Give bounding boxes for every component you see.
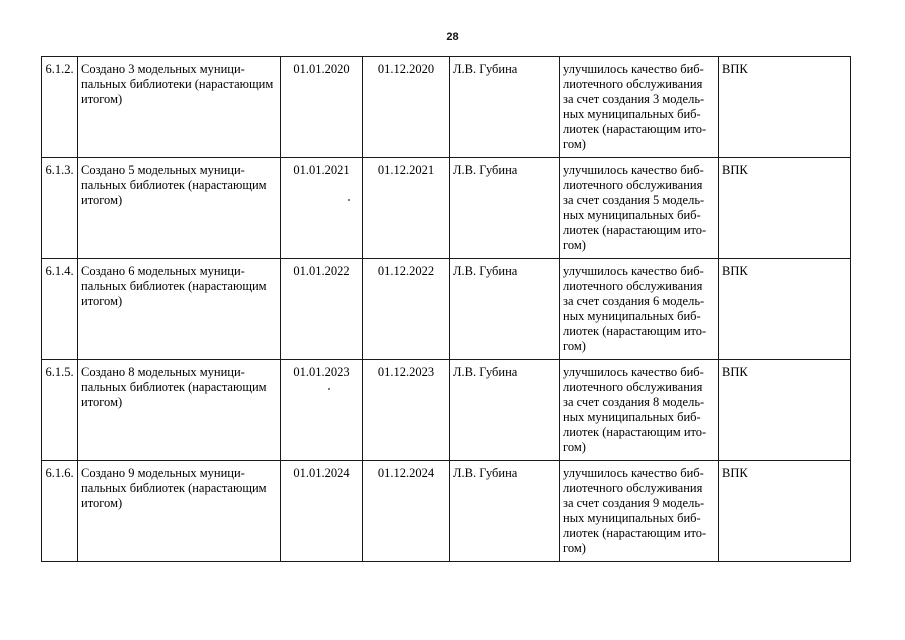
organization: ВПК: [719, 461, 851, 562]
organization: ВПК: [719, 259, 851, 360]
start-date: 01.01.2023: [281, 360, 363, 461]
responsible-person: Л.В. Губина: [450, 158, 560, 259]
table-row: [42, 259, 851, 360]
responsible-person: Л.В. Губина: [450, 259, 560, 360]
end-date: 01.12.2020: [363, 57, 450, 158]
item-title: Создано 3 модельных муници-пальных библиотеки (нарастающим итогом): [78, 57, 281, 158]
start-date: 01.01.2021: [281, 158, 363, 259]
start-date: 01.01.2020: [281, 57, 363, 158]
item-number: 6.1.3.: [42, 158, 78, 259]
start-date: 01.01.2022: [281, 259, 363, 360]
responsible-person: Л.В. Губина: [450, 57, 560, 158]
expected-result: улучшилось качество биб-лиотечного обслуживания за счет создания 9 модель-ных муниципальных биб-лиотек (нарастающим ито-гом): [560, 461, 719, 562]
responsible-person: Л.В. Губина: [450, 461, 560, 562]
page-number: 28: [446, 31, 459, 43]
organization: ВПК: [719, 158, 851, 259]
end-date: 01.12.2023: [363, 360, 450, 461]
end-date: 01.12.2024: [363, 461, 450, 562]
item-number: 6.1.4.: [42, 259, 78, 360]
item-title: Создано 9 модельных муници-пальных библиотек (нарастающим итогом): [78, 461, 281, 562]
item-title: Создано 8 модельных муници-пальных библиотек (нарастающим итогом): [78, 360, 281, 461]
item-number: 6.1.2.: [42, 57, 78, 158]
item-title: Создано 5 модельных муници-пальных библиотек (нарастающим итогом): [78, 158, 281, 259]
table-row: [42, 158, 851, 259]
end-date: 01.12.2021: [363, 158, 450, 259]
start-date: 01.01.2024: [281, 461, 363, 562]
item-number: 6.1.5.: [42, 360, 78, 461]
scan-speck: [328, 388, 330, 390]
expected-result: улучшилось качество биб-лиотечного обслуживания за счет создания 6 модель-ных муниципальных биб-лиотек (нарастающим ито-гом): [560, 259, 719, 360]
scan-speck: [348, 199, 350, 201]
organization: ВПК: [719, 360, 851, 461]
end-date: 01.12.2022: [363, 259, 450, 360]
expected-result: улучшилось качество биб-лиотечного обслуживания за счет создания 3 модель-ных муниципальных биб-лиотек (нарастающим ито-гом): [560, 57, 719, 158]
measures-table: [41, 56, 851, 562]
expected-result: улучшилось качество биб-лиотечного обслуживания за счет создания 5 модель-ных муниципальных биб-лиотек (нарастающим ито-гом): [560, 158, 719, 259]
table-row: [42, 57, 851, 158]
item-number: 6.1.6.: [42, 461, 78, 562]
organization: ВПК: [719, 57, 851, 158]
item-title: Создано 6 модельных муници-пальных библиотек (нарастающим итогом): [78, 259, 281, 360]
table-row: [42, 360, 851, 461]
responsible-person: Л.В. Губина: [450, 360, 560, 461]
expected-result: улучшилось качество биб-лиотечного обслуживания за счет создания 8 модель-ных муниципальных биб-лиотек (нарастающим ито-гом): [560, 360, 719, 461]
table-row: [42, 461, 851, 562]
